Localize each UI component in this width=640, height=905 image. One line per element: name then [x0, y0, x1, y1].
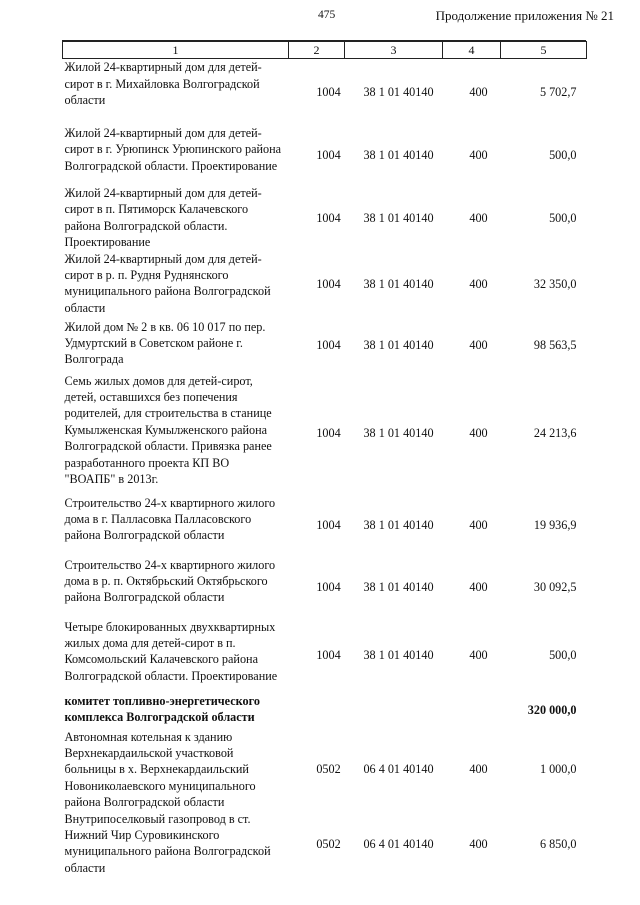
column-number-1: 1	[63, 42, 289, 59]
column-number-5: 5	[501, 42, 587, 59]
row-amount: 6 850,0	[539, 837, 577, 852]
row-section: 1004	[316, 518, 341, 533]
row-amount: 24 213,6	[533, 426, 577, 441]
row-name: Жилой 24-квартирный дом для детей-сирот в г. Урюпинск Урюпинского района Волгоградской области. Проектирование	[64, 125, 282, 173]
row-target: 38 1 01 40140	[363, 277, 434, 292]
table-row-section-heading	[63, 693, 587, 729]
row-expense: 400	[469, 762, 488, 777]
row-expense: 400	[469, 837, 488, 852]
row-section: 1004	[316, 426, 341, 441]
row-name: Внутрипоселковый газопровод в ст. Нижний Чир Суровикинского муниципального района Волгоградской области	[64, 811, 271, 875]
row-name: Жилой 24-квартирный дом для детей-сирот в г. Михайловка Волгоградской области	[64, 60, 262, 108]
row-target: 38 1 01 40140	[363, 426, 434, 441]
row-expense: 400	[469, 84, 488, 99]
row-amount: 5 702,7	[539, 84, 577, 99]
column-number-row	[63, 42, 587, 59]
row-expense: 400	[469, 648, 488, 663]
row-name: Жилой дом № 2 в кв. 06 10 017 по пер. Удмуртский в Советском районе г. Волгограда	[64, 319, 266, 367]
row-amount: 32 350,0	[533, 277, 577, 292]
column-number-2: 2	[289, 42, 345, 59]
page-number: 475	[318, 9, 336, 21]
row-section: 1004	[316, 84, 341, 99]
table-row	[63, 251, 587, 319]
appendix-note: Продолжение приложения № 21	[435, 8, 614, 23]
row-expense	[443, 693, 501, 729]
row-target	[345, 693, 443, 729]
row-section: 1004	[316, 648, 341, 663]
row-expense: 400	[469, 210, 488, 225]
table-row	[63, 811, 587, 879]
row-target: 38 1 01 40140	[363, 648, 434, 663]
row-expense: 400	[469, 426, 488, 441]
table-row	[63, 185, 587, 251]
row-amount: 98 563,5	[533, 338, 577, 353]
row-section: 0502	[316, 837, 341, 852]
table-row	[63, 319, 587, 373]
row-section: 1004	[316, 580, 341, 595]
row-amount: 500,0	[549, 210, 577, 225]
row-target: 38 1 01 40140	[363, 338, 434, 353]
row-expense: 400	[469, 518, 488, 533]
budget-table	[62, 41, 587, 879]
row-amount: 19 936,9	[533, 518, 577, 533]
row-expense: 400	[469, 147, 488, 162]
row-name: Строительство 24-х квартирного жилого дома в г. Палласовка Палласовского района Волгоградской области	[64, 495, 276, 543]
row-amount: 500,0	[549, 147, 577, 162]
row-expense: 400	[469, 338, 488, 353]
row-name: Автономная котельная к зданию Верхнекардаильской участковой больницы в х. Верхнекардаильский Новониколаевского муниципального района Волгоградской области	[64, 729, 256, 810]
column-number-4: 4	[443, 42, 501, 59]
row-amount: 1 000,0	[539, 762, 577, 777]
row-name: Четыре блокированных двухквартирных жилых дома для детей-сирот в п. Комсомольский Калачевского района Волгоградской области. Проектирование	[64, 619, 278, 683]
row-name: Семь жилых домов для детей-сирот, детей, оставшихся без попечения родителей, для строительства в станице Кумылженская Кумылженского района Волгоградской области. Привязка ранее разработанного проекта КП ВО "ВОАПБ" в 2013г.	[64, 373, 272, 486]
table-row	[63, 373, 587, 495]
row-amount: 500,0	[549, 648, 577, 663]
section-heading: комитет топливно-энергетического комплекса Волгоградской области	[64, 693, 260, 724]
table-row	[63, 619, 587, 693]
table-row	[63, 59, 587, 125]
row-section	[289, 693, 345, 729]
row-section: 1004	[316, 210, 341, 225]
row-name: Строительство 24-х квартирного жилого дома в р. п. Октябрьский Октябрьского района Волгоградской области	[64, 557, 276, 605]
row-target: 06 4 01 40140	[363, 762, 434, 777]
table-row	[63, 729, 587, 811]
row-section: 1004	[316, 338, 341, 353]
row-target: 38 1 01 40140	[363, 147, 434, 162]
row-target: 38 1 01 40140	[363, 84, 434, 99]
row-target: 38 1 01 40140	[363, 580, 434, 595]
row-expense: 400	[469, 277, 488, 292]
row-name: Жилой 24-квартирный дом для детей-сирот в п. Пятиморск Калачевского района Волгоградской области. Проектирование	[64, 185, 262, 250]
row-target: 38 1 01 40140	[363, 518, 434, 533]
row-name: Жилой 24-квартирный дом для детей-сирот в р. п. Рудня Руднянского муниципального района Волгоградской области	[64, 251, 271, 315]
table-row	[63, 125, 587, 185]
table-row	[63, 557, 587, 619]
section-total: 320 000,0	[527, 703, 577, 718]
table-row	[63, 495, 587, 557]
column-number-3: 3	[345, 42, 443, 59]
row-expense: 400	[469, 580, 488, 595]
row-section: 1004	[316, 147, 341, 162]
row-section: 0502	[316, 762, 341, 777]
row-target: 06 4 01 40140	[363, 837, 434, 852]
row-section: 1004	[316, 277, 341, 292]
row-amount: 30 092,5	[533, 580, 577, 595]
row-target: 38 1 01 40140	[363, 210, 434, 225]
